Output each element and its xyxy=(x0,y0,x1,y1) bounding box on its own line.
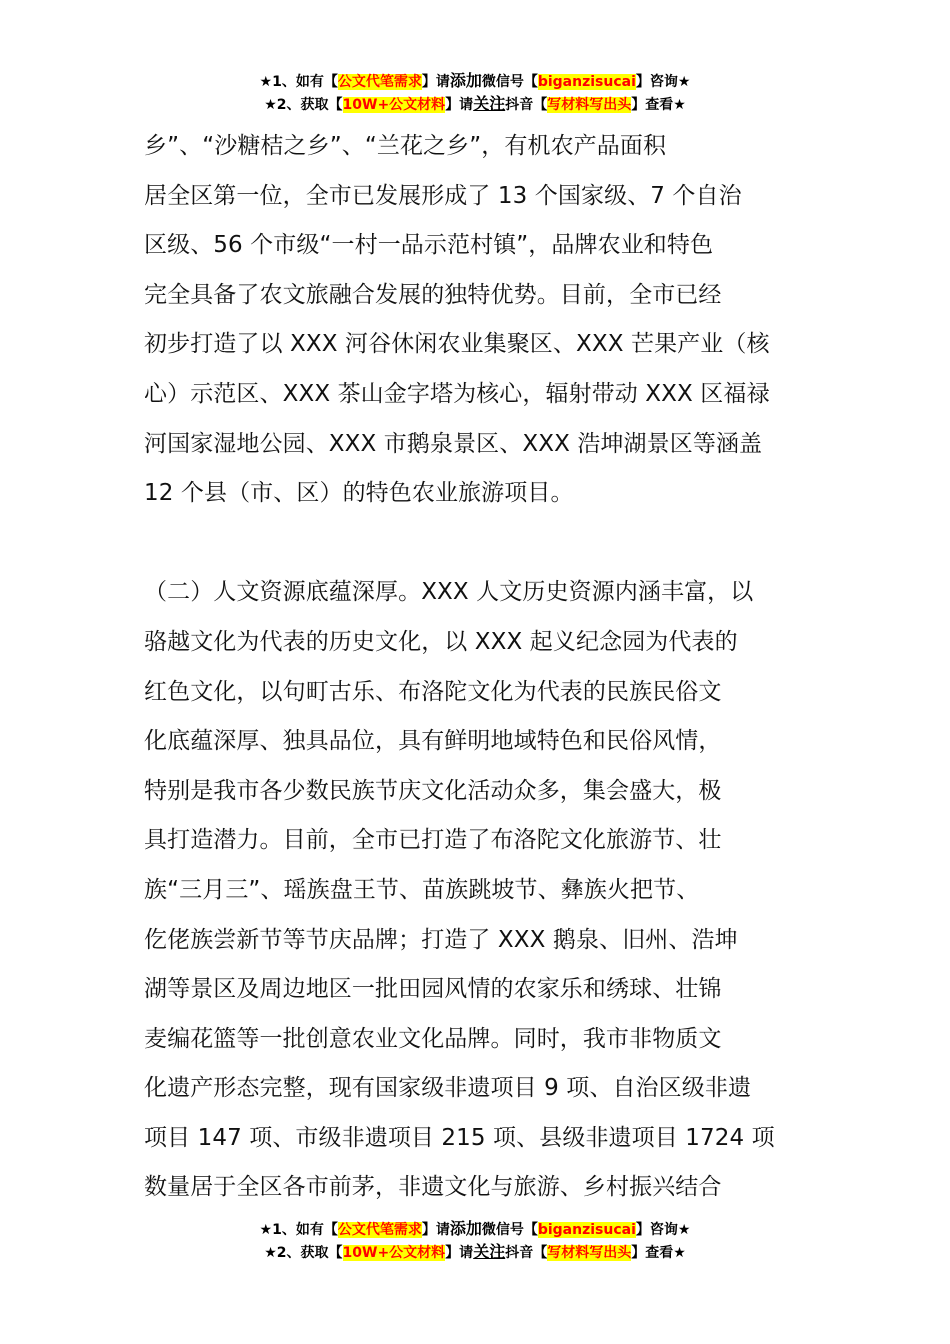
text-line: 初步打造了以 XXX 河谷休闲农业集聚区、XXX 芒果产业（核 xyxy=(144,331,770,358)
banner-text: 】查看★ xyxy=(631,1245,686,1261)
text-line: 区级、56 个市级“一村一品示范村镇”，品牌农业和特色 xyxy=(144,232,714,259)
banner-text: 】请 xyxy=(421,74,450,90)
text-line: 数量居于全区各市前茅，非遗文化与旅游、乡村振兴结合 xyxy=(144,1174,722,1201)
banner-text: 微信号【 xyxy=(481,1222,538,1238)
text-line: 化遗产形态完整，现有国家级非遗项目 9 项、自治区级非遗 xyxy=(144,1075,752,1102)
banner-line-2 xyxy=(0,93,950,116)
document-body xyxy=(144,122,806,1213)
text-line: 12 个县（市、区）的特色农业旅游项目。 xyxy=(144,480,574,507)
banner-text: 】咨询★ xyxy=(635,1222,691,1238)
paragraph-agriculture xyxy=(144,122,806,519)
banner-emphasis: 添加 xyxy=(449,71,482,90)
banner-text: 】查看★ xyxy=(631,97,686,113)
text-line: 红色文化，以句町古乐、布洛陀文化为代表的民族民俗文 xyxy=(144,678,722,705)
text-line: 仡佬族尝新节等节庆品牌；打造了 XXX 鹅泉、旧州、浩坤 xyxy=(144,926,738,953)
banner-line-1 xyxy=(0,70,950,93)
text-line: 湖等景区及周边地区一批田园风情的农家乐和绣球、壮锦 xyxy=(144,976,722,1003)
banner-text: ★1、如有【 xyxy=(259,1222,338,1238)
text-line: 居全区第一位，全市已发展形成了 13 个国家级、7 个自治 xyxy=(144,182,742,209)
text-line: 特别是我市各少数民族节庆文化活动众多，集会盛大，极 xyxy=(144,777,722,804)
banner-text: ★1、如有【 xyxy=(259,74,338,90)
header-banner xyxy=(0,70,950,116)
banner-highlight: 10W+公文材料 xyxy=(342,1245,446,1261)
banner-highlight-douyin-id: 写材料写出头 xyxy=(547,1245,632,1261)
text-line: （二）人文资源底蕴深厚。XXX 人文历史资源内涵丰富，以 xyxy=(144,579,754,606)
banner-highlight-wechat-id: biganzisucai xyxy=(537,1222,636,1238)
text-line: 麦编花篮等一批创意农业文化品牌。同时，我市非物质文 xyxy=(144,1025,722,1052)
paragraph-cultural-resources xyxy=(144,568,806,1213)
banner-text: 微信号【 xyxy=(481,74,538,90)
text-line: 项目 147 项、市级非遗项目 215 项、县级非遗项目 1724 项 xyxy=(144,1124,775,1151)
banner-line-1 xyxy=(0,1218,950,1241)
banner-highlight: 公文代笔需求 xyxy=(337,74,422,90)
footer-banner xyxy=(0,1218,950,1264)
text-line: 河国家湿地公园、XXX 市鹅泉景区、XXX 浩坤湖景区等涵盖 xyxy=(144,430,763,457)
banner-highlight: 10W+公文材料 xyxy=(342,97,446,113)
text-line: 乡”、“沙糖桔之乡”、“兰花之乡”，有机农产品面积 xyxy=(144,133,667,159)
banner-text: ★2、获取【 xyxy=(264,1245,343,1261)
banner-highlight-wechat-id: biganzisucai xyxy=(537,74,636,90)
banner-emphasis: 添加 xyxy=(449,1219,482,1238)
banner-text: 】咨询★ xyxy=(635,74,691,90)
banner-line-2 xyxy=(0,1241,950,1264)
text-line: 化底蕴深厚、独具品位，具有鲜明地域特色和民俗风情， xyxy=(144,728,722,755)
banner-text: 抖音【 xyxy=(505,1245,548,1261)
text-line: 骆越文化为代表的历史文化，以 XXX 起义纪念园为代表的 xyxy=(144,628,738,655)
banner-emphasis: 关注 xyxy=(473,94,506,113)
banner-highlight-douyin-id: 写材料写出头 xyxy=(547,97,632,113)
text-line: 心）示范区、XXX 茶山金字塔为核心，辐射带动 XXX 区福禄 xyxy=(144,380,770,407)
banner-text: 】请 xyxy=(421,1222,450,1238)
banner-text: 】请 xyxy=(445,97,474,113)
paragraph-spacer xyxy=(144,519,806,569)
banner-highlight: 公文代笔需求 xyxy=(337,1222,422,1238)
text-line: 族“三月三”、瑶族盘王节、苗族跳坡节、彝族火把节、 xyxy=(144,876,700,903)
banner-text: 】请 xyxy=(445,1245,474,1261)
banner-emphasis: 关注 xyxy=(473,1242,506,1261)
banner-text: ★2、获取【 xyxy=(264,97,343,113)
text-line: 完全具备了农文旅融合发展的独特优势。目前，全市已经 xyxy=(144,281,722,308)
banner-text: 抖音【 xyxy=(505,97,548,113)
text-line: 具打造潜力。目前，全市已打造了布洛陀文化旅游节、壮 xyxy=(144,827,722,854)
